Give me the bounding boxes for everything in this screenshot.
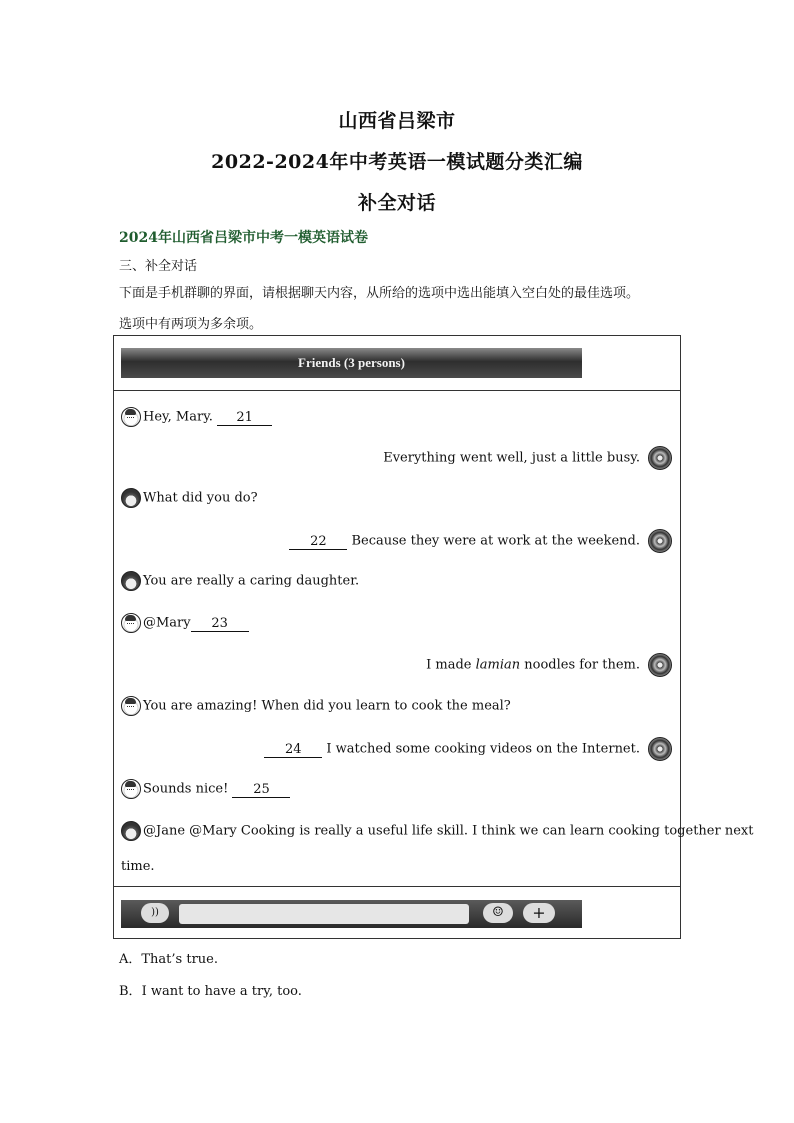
answer-blank: 21 [217, 410, 272, 426]
message-italic-word: lamian [475, 657, 521, 673]
message-text: I made [426, 657, 476, 673]
message-text: You are really a caring daughter. [143, 573, 360, 589]
chat-message [121, 696, 511, 717]
message-input [179, 904, 469, 924]
avatar-mary-icon [648, 446, 672, 470]
chat-screenshot [113, 335, 754, 939]
message-text: Sounds nice! [143, 781, 229, 797]
chat-input-bar [121, 900, 582, 928]
chat-header-row [114, 336, 680, 391]
answer-blank: 23 [191, 616, 249, 632]
chat-message [121, 613, 249, 634]
option-label: B． [119, 984, 142, 999]
exam-title: 2024年山西省吕梁市中考一模英语试卷 [119, 230, 368, 246]
plus-icon: + [523, 903, 555, 923]
message-text: @Mary [143, 615, 191, 631]
answer-blank: 24 [264, 742, 322, 758]
voice-icon: )) [141, 903, 169, 923]
chat-message [121, 407, 272, 428]
option-text: That’s true. [141, 952, 218, 967]
page-title-region: 山西省吕梁市 [338, 110, 456, 132]
avatar-mary-icon [648, 529, 672, 553]
page-title-topic: 补全对话 [357, 192, 436, 214]
answer-blank: 25 [232, 782, 290, 798]
avatar-mary-icon [648, 737, 672, 761]
avatar-jane-icon [121, 821, 141, 841]
part-label: 三、补全对话 [119, 259, 198, 274]
message-text: What did you do? [143, 490, 258, 506]
message-text: Hey, Mary. [143, 409, 213, 425]
avatar-jack-icon [121, 779, 141, 799]
chat-footer-row [114, 886, 680, 938]
chat-message [264, 737, 672, 761]
avatar-jane-icon [121, 571, 141, 591]
emoji-icon: ☺ [483, 903, 513, 923]
chat-message [121, 821, 753, 842]
instruction-line-1: 下面是手机群聊的界面，请根据聊天内容，从所给的选项中选出能填入空白处的最佳选项。 [119, 286, 640, 301]
chat-message [289, 529, 672, 553]
avatar-jack-icon [121, 613, 141, 633]
avatar-jane-icon [121, 488, 141, 508]
chat-header-bar: Friends (3 persons) [121, 348, 582, 378]
chat-message-continuation: time. [121, 859, 155, 874]
message-text: noodles for them. [520, 657, 640, 673]
option-b [119, 980, 302, 999]
message-text: I watched some cooking videos on the Internet. [326, 741, 640, 757]
instruction-line-2: 选项中有两项为多余项。 [119, 317, 263, 332]
avatar-jack-icon [121, 696, 141, 716]
avatar-mary-icon [648, 653, 672, 677]
chat-message [121, 488, 258, 509]
message-text: You are amazing! When did you learn to cook the meal? [143, 698, 511, 714]
message-text: Because they were at work at the weekend. [351, 533, 640, 549]
message-text: Everything went well, just a little busy. [383, 450, 640, 466]
option-text: I want to have a try, too. [141, 984, 302, 999]
option-label: A． [119, 952, 142, 967]
page-title-main: 2022-2024年中考英语一模试题分类汇编 [211, 151, 583, 173]
chat-body [114, 390, 754, 887]
chat-message [426, 653, 672, 677]
option-a [119, 948, 218, 967]
chat-message [121, 571, 359, 592]
avatar-jack-icon [121, 407, 141, 427]
chat-message [121, 779, 290, 800]
chat-message [383, 446, 672, 470]
answer-blank: 22 [289, 534, 347, 550]
message-text: @Jane @Mary Cooking is really a useful life skill. I think we can learn cooking together next [143, 823, 754, 839]
